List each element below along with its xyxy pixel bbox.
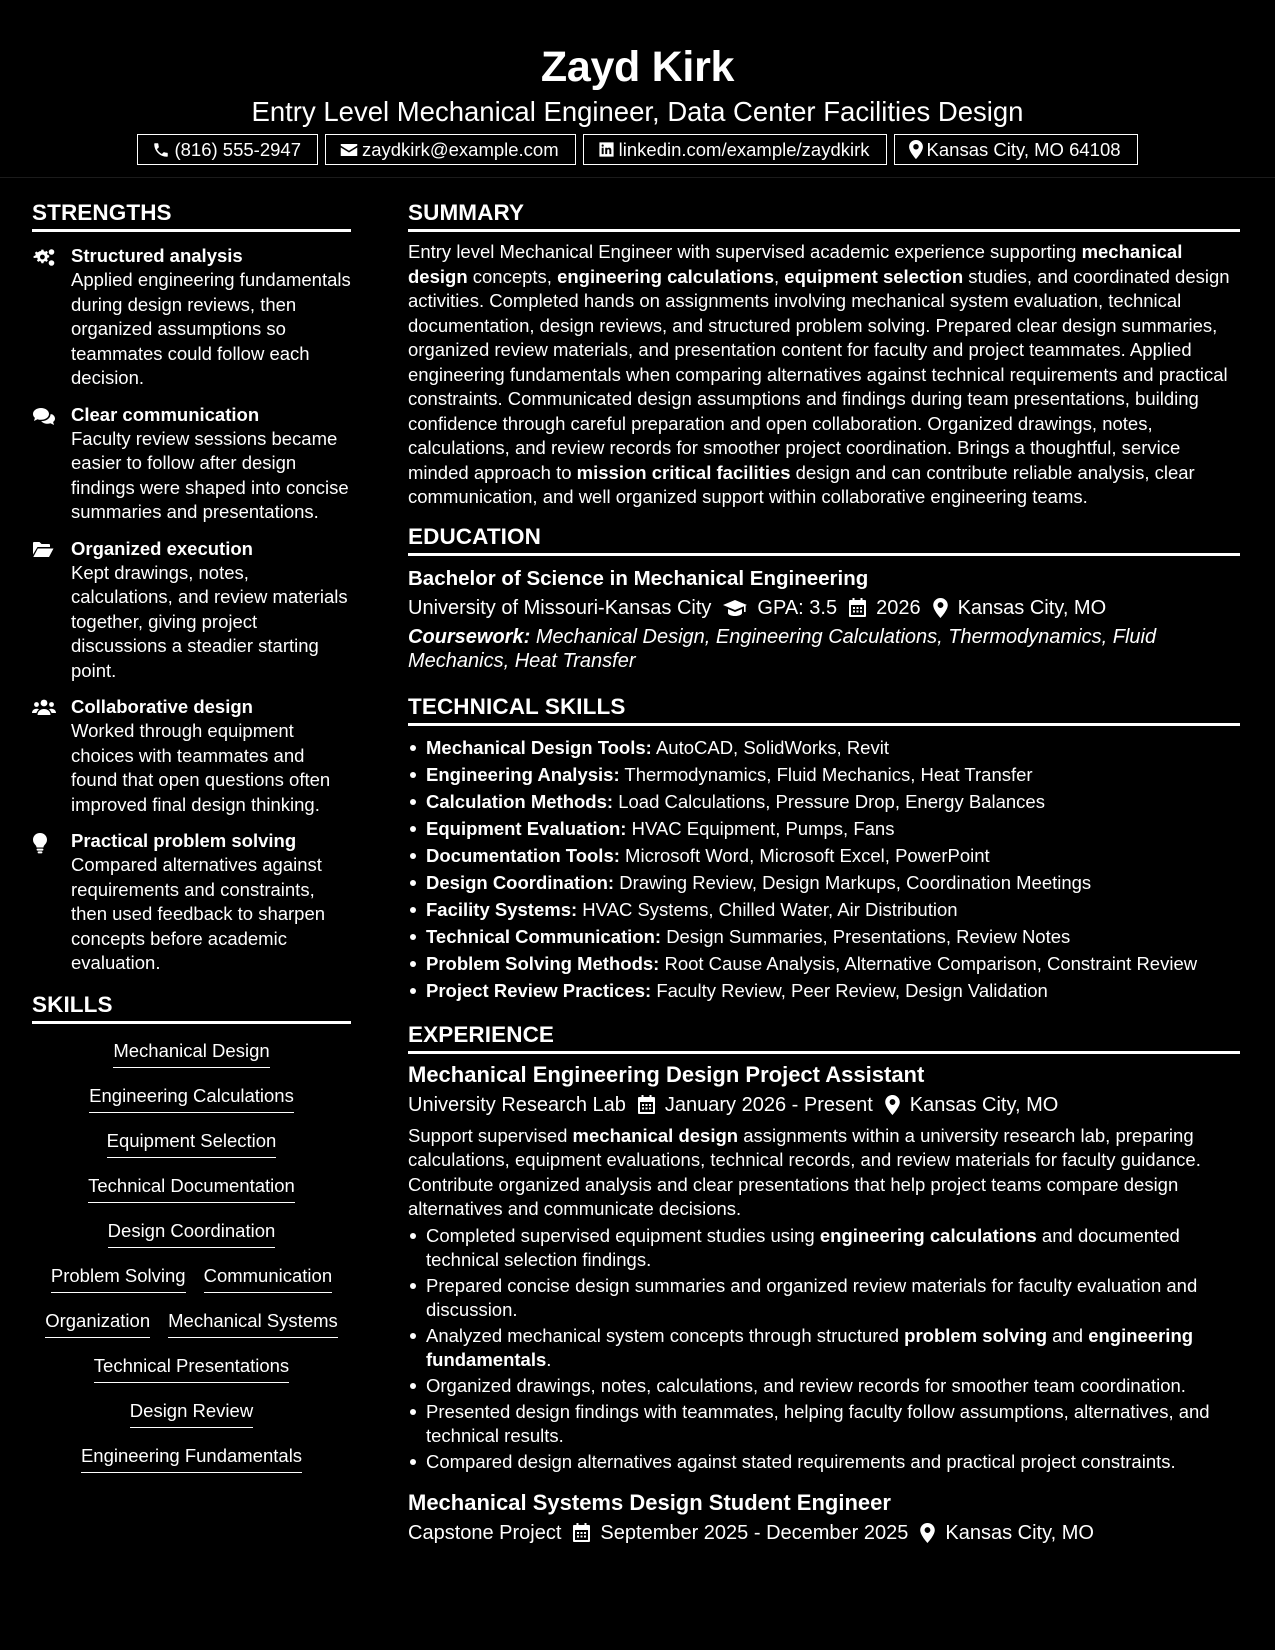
map-pin-icon [921,598,958,618]
job-meta [408,1518,1240,1548]
linkedin-icon [598,141,615,158]
strength-item [32,829,351,976]
emphasis-text: engineering calculations [557,265,775,287]
education-section [408,522,1240,674]
emphasis-text: equipment selection [784,265,964,287]
contact-linkedin[interactable] [583,134,887,165]
skill-tag: Engineering Calculations [89,1083,294,1113]
strengths-list [32,244,351,976]
skill-category: Facility Systems: [426,898,578,920]
resume-header [0,0,1275,178]
map-pin-icon [908,1523,945,1543]
phone-text: (816) 555-2947 [174,138,301,160]
users-icon [32,695,71,817]
chat-bubbles-icon [32,403,71,525]
summary-heading: SUMMARY [408,198,1240,232]
job-location: Kansas City, MO [945,1521,1094,1544]
strength-item [32,537,351,684]
contact-bar [0,134,1275,165]
skill-tag: Mechanical Systems [168,1308,338,1338]
skill-tag: Design Coordination [108,1218,276,1248]
list-item [408,815,1240,842]
strength-desc: Faculty review sessions became easier to follow after design findings were shaped into concise summaries and presentations. [71,427,349,522]
strength-item [32,244,351,391]
employer-name: Capstone Project [408,1521,562,1544]
gpa-text: GPA: 3.5 [757,596,838,619]
skill-values: Microsoft Word, Microsoft Excel, PowerPoint [625,844,990,866]
left-column [32,198,351,1488]
skill-category: Documentation Tools: [426,844,620,866]
phone-icon [152,141,170,159]
skill-values: HVAC Equipment, Pumps, Fans [631,817,895,839]
job-bullets [408,1224,1240,1474]
degree-title: Bachelor of Science in Mechanical Engineering [408,566,869,590]
strength-title: Structured analysis [71,245,243,266]
strength-desc: Worked through equipment choices with teammates and found that open questions often improved final design thinking. [71,720,331,815]
coursework [408,625,1240,674]
skill-values: Thermodynamics, Fluid Mechanics, Heat Transfer [624,763,1033,785]
skill-category: Technical Communication: [426,925,662,947]
map-pin-icon [909,140,923,159]
lightbulb-icon [32,829,71,976]
list-item: Prepared concise design summaries and organized review materials for faculty evaluation and discussion. [408,1274,1240,1322]
emphasis-text: engineering calculations [819,1224,1037,1246]
skill-category: Project Review Practices: [426,979,652,1001]
coursework-list: Mechanical Design, Engineering Calculations, Thermodynamics, Fluid Mechanics, Heat Transfer [408,625,1157,672]
candidate-name: Zayd Kirk [540,43,735,91]
employer-name: University Research Lab [408,1093,626,1116]
technical-skills-heading: TECHNICAL SKILLS [408,692,1240,726]
skill-tag: Equipment Selection [107,1128,277,1158]
map-pin-icon [873,1095,910,1115]
skills-section [32,990,351,1488]
emphasis-text: mission critical facilities [576,461,791,483]
job-description: Support supervised mechanical design assignments within a university research lab, preparing calculations, equipment evaluations, technical records, and review materials for faculty guidance. Contribute organized analysis and clear presentations that help project teams compare design alternatives and communicate decisions. [408,1124,1201,1219]
job-location: Kansas City, MO [909,1093,1059,1116]
job-title: Mechanical Systems Design Student Engineer [408,1489,891,1515]
folder-open-icon [32,537,71,684]
skill-category: Mechanical Design Tools: [426,736,652,758]
emphasis-text: mechanical design [572,1124,739,1146]
strength-title: Collaborative design [71,696,253,717]
skill-tag: Technical Presentations [94,1353,289,1383]
school-name: University of Missouri-Kansas City [408,596,712,619]
education-meta [408,593,1240,623]
list-item [408,761,1240,788]
skill-tag: Problem Solving [51,1263,186,1293]
skill-tag: Technical Documentation [88,1173,295,1203]
list-item [408,869,1240,896]
list-item [408,734,1240,761]
strength-desc: Compared alternatives against requirements and constraints, then used feedback to sharpen concepts before academic evaluation. [71,854,326,973]
emphasis-text: problem solving [904,1324,1048,1346]
graduation-year: 2026 [876,596,921,619]
skill-values: Design Summaries, Presentations, Review Notes [666,925,1071,947]
location-text: Kansas City, MO 64108 [926,138,1121,160]
gears-icon [32,244,71,391]
linkedin-text: linkedin.com/example/zaydkirk [618,138,870,160]
skill-values: Load Calculations, Pressure Drop, Energy Balances [618,790,1045,812]
skill-values: Drawing Review, Design Markups, Coordination Meetings [619,871,1092,893]
list-item [408,842,1240,869]
skill-category: Equipment Evaluation: [426,817,627,839]
contact-location[interactable] [894,134,1138,165]
strength-title: Clear communication [71,403,260,425]
education-location: Kansas City, MO [957,596,1107,619]
skill-category: Engineering Analysis: [426,763,620,785]
technical-skills-list [408,734,1240,1004]
skill-values: HVAC Systems, Chilled Water, Air Distribution [582,898,958,920]
list-item: Presented design findings with teammates, helping faculty follow assumptions, alternatives, and technical results. [408,1400,1240,1448]
calendar-icon [837,598,876,617]
contact-phone[interactable] [137,134,318,165]
strength-item [32,695,351,817]
list-item [408,950,1240,977]
list-item: Analyzed mechanical system concepts through structured problem solving and engineering fundamentals. [408,1324,1240,1372]
contact-email[interactable] [325,134,576,165]
education-heading: EDUCATION [408,522,1240,556]
job-dates: September 2025 - December 2025 [600,1521,909,1544]
skill-tag: Organization [45,1308,150,1338]
candidate-title: Entry Level Mechanical Engineer, Data Center Facilities Design [251,96,1024,127]
skill-tag: Design Review [130,1398,253,1428]
job-entry [408,1488,1240,1548]
list-item [408,977,1240,1004]
skills-heading: SKILLS [32,990,351,1024]
strength-title: Practical problem solving [71,830,297,851]
calendar-icon [626,1095,665,1114]
experience-heading: EXPERIENCE [408,1020,1240,1054]
strength-title: Organized execution [71,537,253,559]
coursework-label: Coursework: [408,625,531,648]
emphasis-text: engineering fundamentals [426,1324,1194,1370]
right-column [408,198,1240,1548]
job-entry [408,1060,1240,1474]
email-text: zaydkirk@example.com [361,138,559,160]
strength-desc: Applied engineering fundamentals during design reviews, then organized assumptions so teammates could follow each decision. [71,269,351,388]
list-item [408,788,1240,815]
technical-skills-section [408,692,1240,1004]
list-item: Organized drawings, notes, calculations, and review records for smoother team coordination. [408,1374,1240,1398]
job-meta [408,1090,1240,1120]
job-title: Mechanical Engineering Design Project Assistant [408,1061,925,1087]
skill-tag: Communication [204,1263,333,1293]
skill-category: Calculation Methods: [426,790,614,812]
summary-text: Entry level Mechanical Engineer with supervised academic experience supporting mechanical design concepts, engineering calculations, equipment selection studies, and coordinated design activities. Completed hands on assignments involving mechanical system evaluation, technical documentation, design reviews, and structured problem solving. Prepared clear design summaries, organized review materials, and presentation content for faculty and project teammates. Applied engineering fundamentals when comparing alternatives against technical requirements and practical constraints. Communicated design assumptions and findings during team presentations, building confidence through careful preparation and open collaboration. Organized drawings, notes, calculations, and review records for smoother project coordination. Brings a thoughtful, service minded approach to mission critical facilities design and can contribute reliable analysis, clear communication, and well organized support within collaborative engineering teams. [408,241,1230,507]
strength-desc: Kept drawings, notes, calculations, and review materials together, giving project discussions a steadier starting point. [71,561,348,681]
skill-tag: Mechanical Design [113,1038,269,1068]
skill-values: Faculty Review, Peer Review, Design Validation [656,979,1048,1001]
list-item [408,923,1240,950]
skill-category: Design Coordination: [426,871,615,893]
skill-tag: Engineering Fundamentals [81,1443,302,1473]
list-item [408,896,1240,923]
skill-category: Problem Solving Methods: [426,952,660,974]
list-item: Completed supervised equipment studies using engineering calculations and documented technical selection findings. [408,1224,1240,1272]
strengths-heading: STRENGTHS [32,198,351,232]
experience-section [408,1020,1240,1548]
job-dates: January 2026 - Present [664,1093,873,1116]
calendar-icon [561,1523,600,1542]
graduation-cap-icon [711,599,757,617]
skill-values: AutoCAD, SolidWorks, Revit [655,736,889,758]
strength-item [32,403,351,525]
list-item: Compared design alternatives against stated requirements and practical project constraints. [408,1450,1240,1474]
skill-tags [32,1038,351,1488]
envelope-icon [340,142,358,158]
skill-values: Root Cause Analysis, Alternative Comparison, Constraint Review [664,952,1198,974]
emphasis-text: mechanical design [408,241,1183,287]
